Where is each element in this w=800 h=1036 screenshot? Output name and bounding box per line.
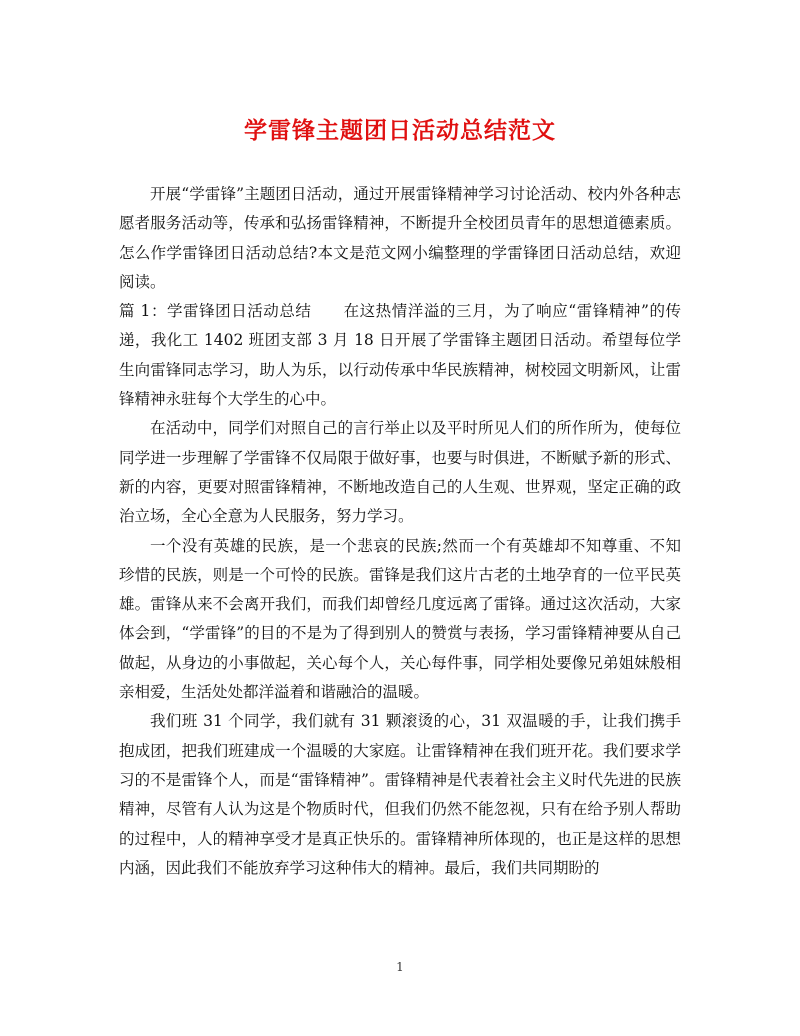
document-body — [119, 180, 681, 883]
paragraph-intro: 开展“学雷锋”主题团日活动，通过开展雷锋精神学习讨论活动、校内外各种志愿者服务活动等，传承和弘扬雷锋精神，不断提升全校团员青年的思想道德素质。怎么作学雷锋团日活动总结?本文是范文网小编整理的学雷锋团日活动总结，欢迎阅读。 — [119, 185, 681, 291]
paragraph-hero: 一个没有英雄的民族，是一个悲哀的民族;然而一个有英雄却不知尊重、不知珍惜的民族，则是一个可怜的民族。雷锋是我们这片古老的土地孕育的一位平民英雄。雷锋从来不会离开我们，而我们却曾经几度远离了雷锋。通过这次活动，大家体会到，“学雷锋”的目的不是为了得到别人的赞赏与表扬，学习雷锋精神要从自己做起，从身边的小事做起，关心每个人，关心每件事，同学相处要像兄弟姐妹般相亲相爱，生活处处都洋溢着和谐融洽的温暖。 — [119, 536, 681, 702]
page-number: 1 — [396, 960, 404, 974]
paragraph-section-1: 篇 1：学雷锋团日活动总结 在这热情洋溢的三月，为了响应“雷锋精神”的传递，我化工 1402 班团支部 3 月 18 日开展了学雷锋主题团日活动。希望每位学生向雷锋同志学习，助人为乐，以行动传承中华民族精神，树校园文明新风，让雷锋精神永驻每个大学生的心中。 — [119, 302, 681, 409]
document-title: 学雷锋主题团日活动总结范文 — [244, 117, 556, 144]
paragraph-activity: 在活动中，同学们对照自己的言行举止以及平时所见人们的所作所为，使每位同学进一步理解了学雷锋不仅局限于做好事，也要与时俱进，不断赋予新的形式、新的内容，更要对照雷锋精神，不断地改造自己的人生观、世界观，坚定正确的政治立场，全心全意为人民服务，努力学习。 — [119, 419, 681, 526]
paragraph-class: 我们班 31 个同学，我们就有 31 颗滚烫的心，31 双温暖的手，让我们携手抱成团，把我们班建成一个温暖的大家庭。让雷锋精神在我们班开花。我们要求学习的不是雷锋个人，而是“雷锋精神”。雷锋精神是代表着社会主义时代先进的民族精神，尽管有人认为这是个物质时代，但我们仍然不能忽视，只有在给予别人帮助的过程中，人的精神享受才是真正快乐的。雷锋精神所体现的，也正是这样的思想内涵，因此我们不能放弃学习这种伟大的精神。最后，我们共同期盼的 — [119, 712, 681, 877]
